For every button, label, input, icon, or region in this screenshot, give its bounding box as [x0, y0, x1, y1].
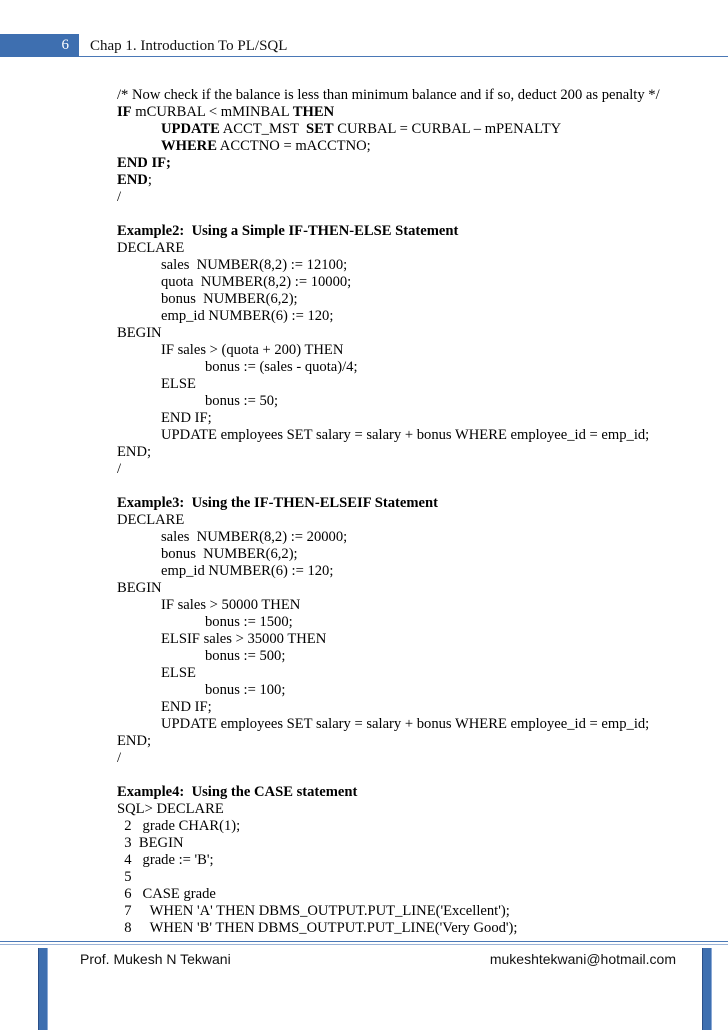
example-heading-text: Example2: Using a Simple IF-THEN-ELSE Statement — [117, 223, 459, 239]
code-line: BEGIN — [117, 325, 162, 341]
keyword: IF — [117, 104, 132, 120]
code-line: 3 BEGIN — [117, 835, 184, 851]
spacer — [117, 478, 707, 495]
code-line: sales NUMBER(8,2) := 20000; — [161, 529, 348, 545]
code-text: mCURBAL < mMINBAL — [131, 104, 293, 120]
spacer — [117, 767, 707, 784]
footer-divider-secondary — [0, 944, 728, 945]
footer-left-bar — [38, 948, 48, 1030]
footer-email: mukeshtekwani@hotmail.com — [489, 951, 676, 967]
code-line: UPDATE employees SET salary = salary + bonus WHERE employee_id = emp_id; — [161, 716, 650, 732]
code-line: DECLARE — [117, 512, 185, 528]
code-comment: /* Now check if the balance is less than minimum balance and if so, deduct 200 as penalty */ — [117, 87, 660, 103]
footer-right-bar — [702, 948, 712, 1030]
code-line: 6 CASE grade — [117, 886, 216, 902]
code-text: CURBAL = CURBAL – mPENALTY — [333, 121, 562, 137]
code-line: 4 grade := 'B'; — [117, 852, 214, 868]
code-line: END IF; — [161, 699, 212, 715]
code-line: bonus := 50; — [205, 393, 279, 409]
example-heading — [117, 784, 707, 801]
chapter-title: Chap 1. Introduction To PL/SQL — [90, 38, 288, 54]
example-heading — [117, 223, 707, 240]
footer-divider — [0, 941, 728, 942]
code-line: bonus := (sales - quota)/4; — [205, 359, 358, 375]
code-line: UPDATE employees SET salary = salary + bonus WHERE employee_id = emp_id; — [161, 427, 650, 443]
code-line: DECLARE — [117, 240, 185, 256]
code-line: ELSE — [161, 665, 196, 681]
code-line: END; — [117, 444, 152, 460]
code-line: SQL> DECLARE — [117, 801, 224, 817]
code-text: ACCT_MST — [219, 121, 307, 137]
code-line — [117, 121, 707, 138]
example-heading — [117, 495, 707, 512]
code-line: IF sales > (quota + 200) THEN — [161, 342, 344, 358]
code-line: emp_id NUMBER(6) := 120; — [161, 308, 334, 324]
code-line: 2 grade CHAR(1); — [117, 818, 241, 834]
code-line: bonus NUMBER(6,2); — [161, 546, 298, 562]
code-line: bonus := 1500; — [205, 614, 293, 630]
code-line: 7 WHEN 'A' THEN DBMS_OUTPUT.PUT_LINE('Excellent'); — [117, 903, 510, 919]
spacer — [117, 206, 707, 223]
code-line: sales NUMBER(8,2) := 12100; — [161, 257, 348, 273]
code-line: bonus := 500; — [205, 648, 286, 664]
header-divider — [79, 56, 728, 57]
code-text: ACCTNO = mACCTNO; — [216, 138, 371, 154]
code-line: bonus NUMBER(6,2); — [161, 291, 298, 307]
keyword: WHERE — [161, 138, 217, 154]
keyword: END IF; — [117, 155, 171, 171]
code-line: END; — [117, 733, 152, 749]
code-line — [117, 104, 707, 121]
example-heading-text: Example4: Using the CASE statement — [117, 784, 358, 800]
code-line: emp_id NUMBER(6) := 120; — [161, 563, 334, 579]
code-line: quota NUMBER(8,2) := 10000; — [161, 274, 352, 290]
code-line: IF sales > 50000 THEN — [161, 597, 301, 613]
code-line: 8 WHEN 'B' THEN DBMS_OUTPUT.PUT_LINE('Very Good'); — [117, 920, 518, 936]
code-line: bonus := 100; — [205, 682, 286, 698]
keyword: END — [117, 172, 148, 188]
example-heading-text: Example3: Using the IF-THEN-ELSEIF Statement — [117, 495, 438, 511]
code-line: BEGIN — [117, 580, 162, 596]
code-line: ELSE — [161, 376, 196, 392]
code-line: END IF; — [161, 410, 212, 426]
code-line: 5 — [117, 869, 132, 885]
keyword: THEN — [292, 104, 335, 120]
code-line — [117, 155, 707, 172]
code-line — [117, 172, 707, 189]
keyword: SET — [306, 121, 334, 137]
code-line: ELSIF sales > 35000 THEN — [161, 631, 327, 647]
page-number: 6 — [0, 34, 79, 57]
code-line: / — [117, 750, 122, 766]
code-line — [117, 138, 707, 155]
keyword: UPDATE — [161, 121, 220, 137]
page-content — [117, 87, 707, 937]
code-line: / — [117, 461, 122, 477]
code-line: / — [117, 189, 122, 205]
page-header — [0, 34, 728, 57]
code-text: ; — [147, 172, 152, 188]
footer-author: Prof. Mukesh N Tekwani — [80, 951, 231, 967]
